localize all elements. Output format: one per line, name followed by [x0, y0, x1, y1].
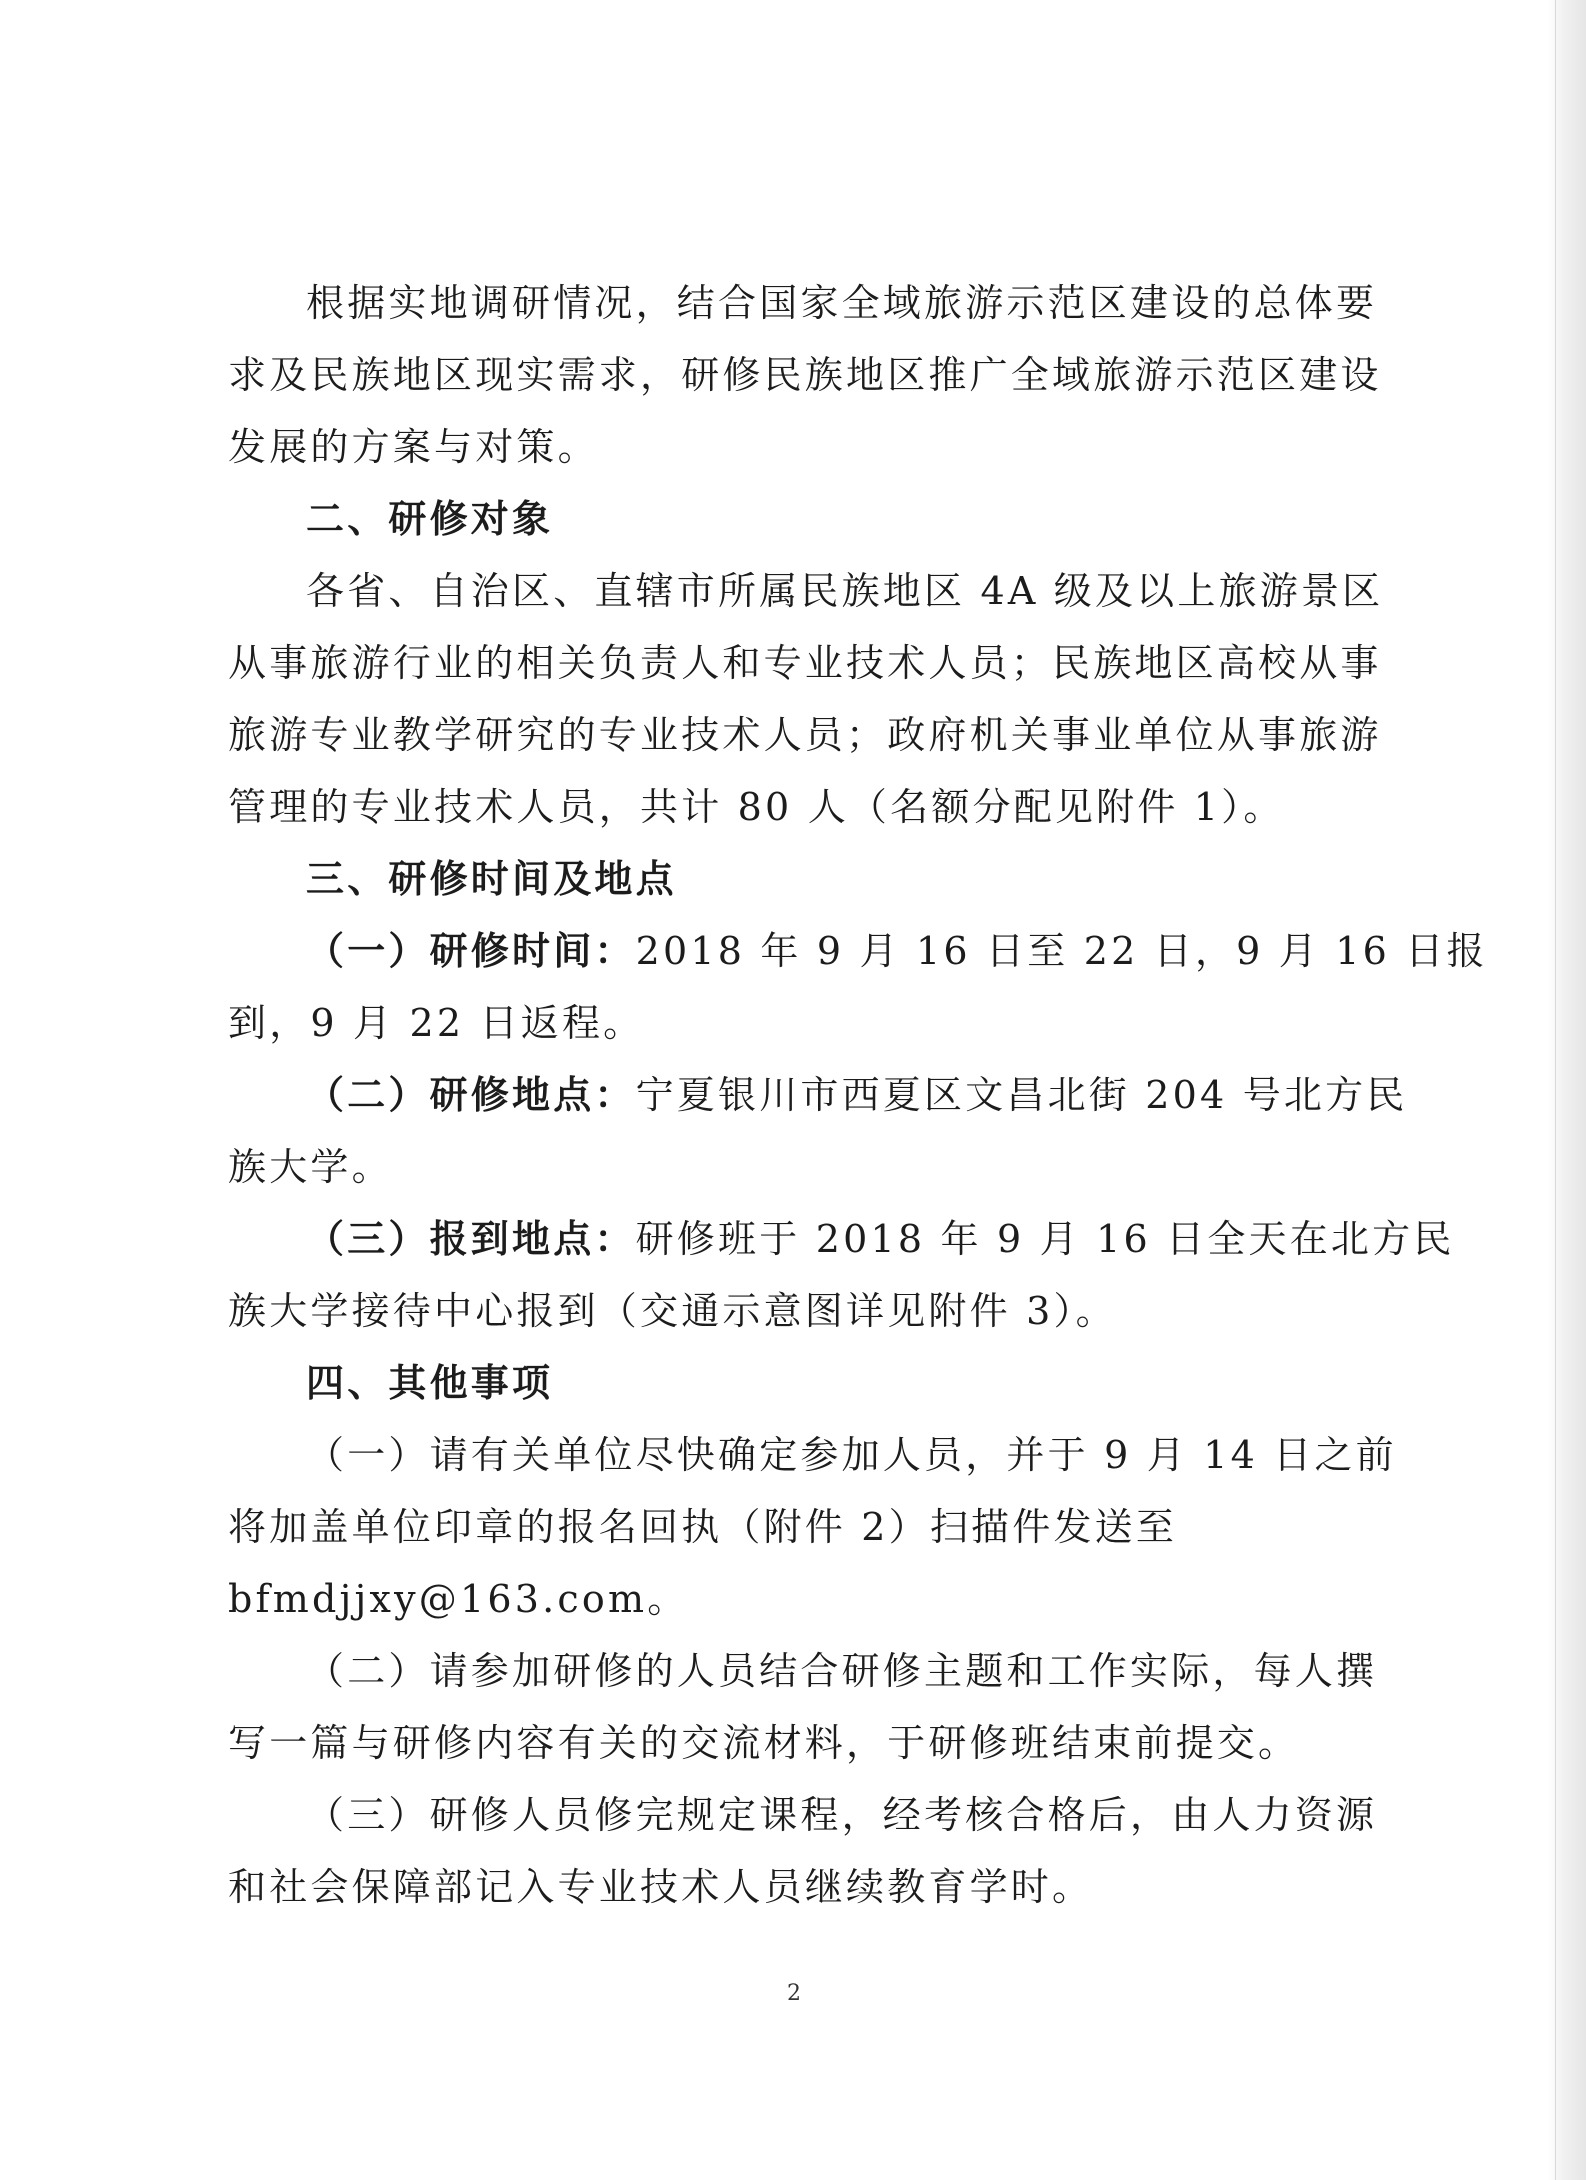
time-item-label: （一）研修时间： — [306, 928, 636, 973]
registration-item-text: 研修班于 2018 年 9 月 16 日全天在北方民 — [635, 1217, 1455, 1261]
location-item-text: 宁夏银川市西夏区文昌北街 204 号北方民 — [635, 1073, 1408, 1117]
paragraph-line: 从事旅游行业的相关负责人和专业技术人员；民族地区高校从事 — [228, 641, 1382, 685]
paragraph-line: （三）研修人员修完规定课程，经考核合格后，由人力资源 — [306, 1793, 1378, 1837]
paragraph-line: （二）请参加研修的人员结合研修主题和工作实际，每人撰 — [306, 1649, 1378, 1693]
location-item-line — [306, 1072, 1408, 1118]
registration-item-label: （三）报到地点： — [306, 1216, 636, 1261]
time-item-text: 2018 年 9 月 16 日至 22 日，9 月 16 日报 — [635, 929, 1488, 973]
section-heading-time-place: 三、研修时间及地点 — [306, 856, 677, 901]
page-number: 2 — [787, 1981, 801, 2006]
paragraph-line: 求及民族地区现实需求，研修民族地区推广全域旅游示范区建设 — [228, 353, 1382, 397]
paragraph-line: 各省、自治区、直辖市所属民族地区 4A 级及以上旅游景区 — [306, 569, 1384, 613]
email-address: bfmdjjxy@163.com。 — [228, 1577, 689, 1621]
section-heading-participants: 二、研修对象 — [306, 496, 554, 541]
paragraph-line: 族大学接待中心报到（交通示意图详见附件 3）。 — [228, 1289, 1117, 1333]
paragraph-line: 和社会保障部记入专业技术人员继续教育学时。 — [228, 1865, 1094, 1909]
paragraph-line: 写一篇与研修内容有关的交流材料，于研修班结束前提交。 — [228, 1721, 1300, 1765]
paragraph-line: 到，9 月 22 日返程。 — [228, 1001, 645, 1045]
time-item-line — [306, 928, 1488, 974]
paragraph-line: 管理的专业技术人员，共计 80 人（名额分配见附件 1）。 — [228, 785, 1285, 829]
paragraph-line: 族大学。 — [228, 1145, 393, 1189]
paragraph-line: 根据实地调研情况，结合国家全域旅游示范区建设的总体要 — [306, 281, 1378, 325]
paragraph-line: （一）请有关单位尽快确定参加人员，并于 9 月 14 日之前 — [306, 1433, 1397, 1477]
paragraph-line: 旅游专业教学研究的专业技术人员；政府机关事业单位从事旅游 — [228, 713, 1382, 757]
paragraph-line: 将加盖单位印章的报名回执（附件 2）扫描件发送至 — [228, 1505, 1178, 1549]
paragraph-line: 发展的方案与对策。 — [228, 425, 599, 469]
section-heading-other-matters: 四、其他事项 — [306, 1360, 554, 1405]
location-item-label: （二）研修地点： — [306, 1072, 636, 1117]
registration-item-line — [306, 1216, 1455, 1262]
